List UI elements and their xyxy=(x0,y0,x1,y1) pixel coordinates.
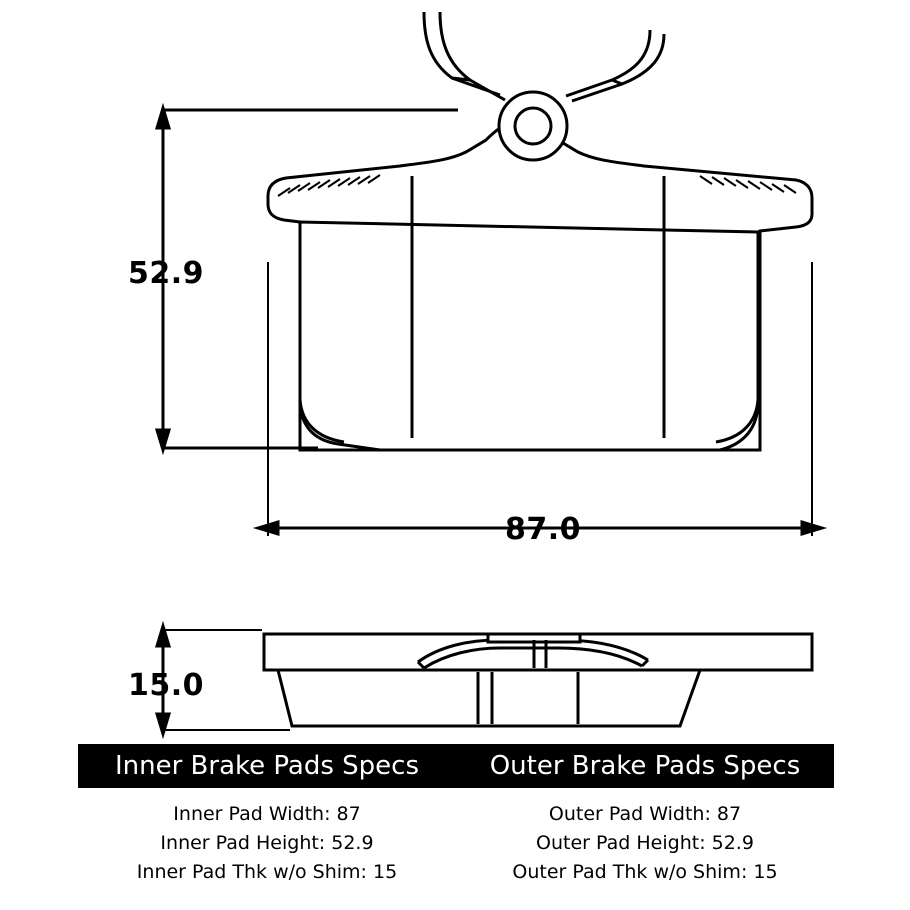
inner-spec-thickness: Inner Pad Thk w/o Shim: 15 xyxy=(136,861,398,883)
inner-specs-header: Inner Brake Pads Specs xyxy=(114,751,420,781)
dimension-height-label: 52.9 xyxy=(128,256,205,291)
center-boss xyxy=(499,92,567,160)
inner-spec-width: Inner Pad Width: 87 xyxy=(173,803,361,825)
outer-specs-header: Outer Brake Pads Specs xyxy=(489,751,801,781)
specs-header-bar xyxy=(78,744,834,788)
outer-spec-width: Outer Pad Width: 87 xyxy=(548,803,742,825)
outer-spec-thickness: Outer Pad Thk w/o Shim: 15 xyxy=(512,861,778,883)
outer-specs-column xyxy=(456,800,834,887)
wear-sensor-clip xyxy=(424,12,664,101)
dimension-width-label: 87.0 xyxy=(505,512,582,547)
inner-spec-height: Inner Pad Height: 52.9 xyxy=(160,832,374,854)
specs-body xyxy=(78,788,834,887)
specs-section xyxy=(78,744,834,887)
outer-spec-height: Outer Pad Height: 52.9 xyxy=(536,832,754,854)
dimension-thickness-label: 15.0 xyxy=(128,668,205,703)
friction-material xyxy=(300,222,758,450)
inner-specs-column xyxy=(78,800,456,887)
